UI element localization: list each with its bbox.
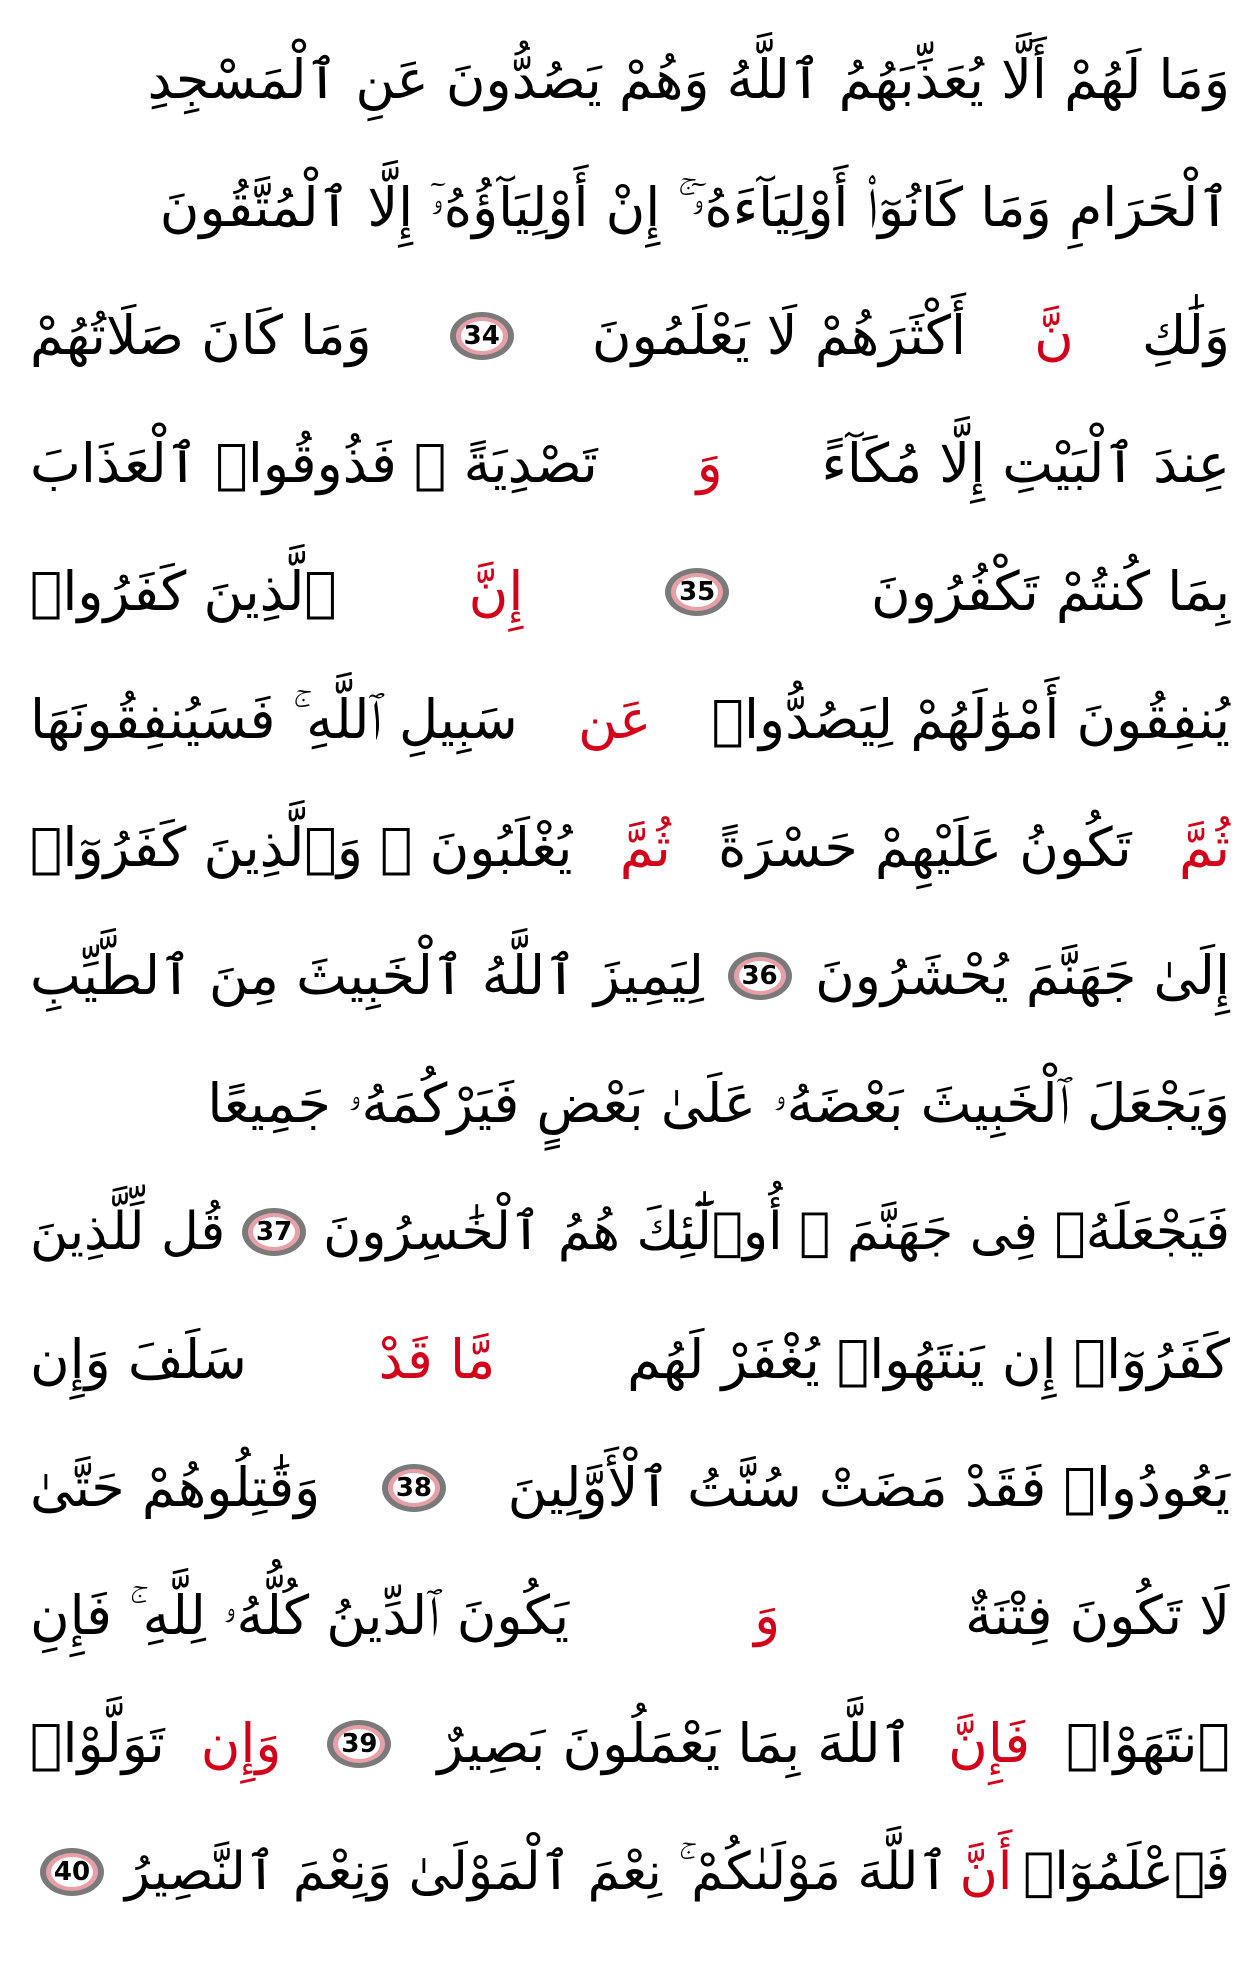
verse-text: وَمَا كَانَ صَلَاتُهُمْ [30, 304, 372, 367]
verse-text: يُنفِقُونَ أَمْوَٰلَهُمْ لِيَصُدُّوا۟ [711, 688, 1230, 751]
ayah-number: 35 [679, 577, 716, 607]
verse-line [30, 20, 1230, 140]
verse-text: سَلَفَ وَإِن [30, 1328, 247, 1391]
verse-text: كَفَرُوٓا۟ إِن يَنتَهُوا۟ يُغْفَرْ لَهُم [627, 1328, 1230, 1391]
tajweed-highlight-text: نَّ [1034, 304, 1074, 367]
ayah-number-marker [448, 310, 516, 362]
verse-line [30, 1044, 1230, 1164]
verse-text: تَوَلَّوْا۟ [30, 1712, 165, 1775]
verse-line [30, 1428, 1230, 1548]
ayah-number: 40 [53, 1857, 91, 1887]
verse-text: فَٱعْلَمُوٓا۟ [1023, 1842, 1230, 1902]
ayah-number-marker [325, 1718, 393, 1770]
ayah-number: 39 [341, 1729, 378, 1759]
verse-text: وَلَٰكِ [1141, 304, 1230, 367]
tajweed-highlight-text: مَّا قَدْ [378, 1328, 496, 1391]
verse-text: قُل لِّلَّذِينَ [30, 1202, 226, 1262]
verse-text: لَا تَكُونَ فِتْنَةٌ [965, 1584, 1230, 1647]
verse-text: ٱنتَهَوْا۟ [1066, 1712, 1230, 1775]
verse-text: يَكُونَ ٱلدِّينُ كُلُّهُۥ لِلَّهِ ۚ فَإِنِ [30, 1584, 570, 1647]
verse-text: بِمَا كُنتُمْ تَكْفُرُونَ [871, 560, 1230, 623]
verse-text: فَيَجْعَلَهُۥ فِى جَهَنَّمَ ۚ أُو۟لَٰٓئِكَ هُمُ ٱلْخَٰسِرُونَ [323, 1202, 1230, 1262]
tajweed-highlight-text: ثُمَّ [619, 816, 671, 879]
verse-line [30, 148, 1230, 268]
verse-text: سَبِيلِ ٱللَّهِ ۚ فَسَيُنفِقُونَهَا [30, 688, 518, 751]
verse-text: تَكُونُ عَلَيْهِمْ حَسْرَةً [718, 816, 1132, 879]
verse-text: عِندَ ٱلْبَيْتِ إِلَّا مُكَآءً [821, 432, 1230, 495]
verse-text: ٱللَّهَ مَوْلَىٰكُمْ ۚ نِعْمَ ٱلْمَوْلَىٰ وَنِعْمَ ٱلنَّصِيرُ [124, 1842, 949, 1902]
ayah-number: 36 [741, 961, 778, 991]
verse-line [30, 916, 1230, 1036]
tajweed-highlight-text: أَنَّ [959, 1842, 1013, 1902]
verse-line [30, 1812, 1230, 1932]
verse-line [30, 532, 1230, 652]
verse-text: ٱللَّهَ بِمَا يَعْمَلُونَ بَصِيرٌ [437, 1712, 913, 1775]
verse-text: يَعُودُوا۟ فَقَدْ مَضَتْ سُنَّتُ ٱلْأَوَّلِينَ [507, 1456, 1230, 1519]
verse-line [30, 1172, 1230, 1292]
verse-line [30, 1684, 1230, 1804]
verse-line [30, 276, 1230, 396]
verse-text: إِلَىٰ جَهَنَّمَ يُحْشَرُونَ [815, 944, 1230, 1007]
verse-text: أَكْثَرَهُمْ لَا يَعْلَمُونَ [591, 304, 966, 367]
verse-text: لِيَمِيزَ ٱللَّهُ ٱلْخَبِيثَ مِنَ ٱلطَّيِّبِ [30, 944, 704, 1007]
ayah-number: 38 [395, 1473, 433, 1503]
verse-line [30, 1300, 1230, 1420]
tajweed-highlight-text: فَإِنَّ [948, 1712, 1031, 1775]
tajweed-highlight-text: وَ [754, 1584, 781, 1647]
verse-text: وَيَجْعَلَ ٱلْخَبِيثَ بَعْضَهُۥ عَلَىٰ بَعْضٍ فَيَرْكُمَهُۥ جَمِيعًا [207, 1072, 1230, 1135]
verse-line [30, 788, 1230, 908]
tajweed-highlight-text: ثُمَّ [1179, 816, 1230, 879]
tajweed-highlight-text: إِنَّ [468, 560, 524, 623]
ayah-number-marker [726, 950, 794, 1002]
verse-line [30, 660, 1230, 780]
ayah-number-marker [380, 1462, 448, 1514]
verse-text: ٱلَّذِينَ كَفَرُوا۟ [30, 560, 337, 623]
ayah-number-marker [240, 1206, 308, 1258]
ayah-number: 34 [463, 321, 500, 351]
ayah-number-marker [38, 1846, 106, 1898]
tajweed-highlight-text: وَ [696, 432, 723, 495]
ayah-number-marker [663, 566, 731, 618]
verse-text: ٱلْحَرَامِ وَمَا كَانُوٓا۟ أَوْلِيَآءَهُۥٓ ۚ إِنْ أَوْلِيَآؤُهُۥٓ إِلَّا ٱلْمُتَّقُونَ [159, 176, 1230, 239]
verse-text: وَقَٰتِلُوهُمْ حَتَّىٰ [30, 1456, 321, 1519]
verse-text: يُغْلَبُونَ ۗ وَٱلَّذِينَ كَفَرُوٓا۟ [30, 816, 573, 879]
tajweed-highlight-text: عَن [578, 688, 652, 751]
tajweed-highlight-text: وَإِن [200, 1712, 282, 1775]
verse-line [30, 404, 1230, 524]
verse-text: وَمَا لَهُمْ أَلَّا يُعَذِّبَهُمُ ٱللَّهُ وَهُمْ يَصُدُّونَ عَنِ ٱلْمَسْجِدِ [147, 48, 1230, 111]
verse-line [30, 1556, 1230, 1676]
ayah-number: 37 [256, 1217, 293, 1247]
verse-text: تَصْدِيَةً ۚ فَذُوقُوا۟ ٱلْعَذَابَ [30, 432, 598, 495]
